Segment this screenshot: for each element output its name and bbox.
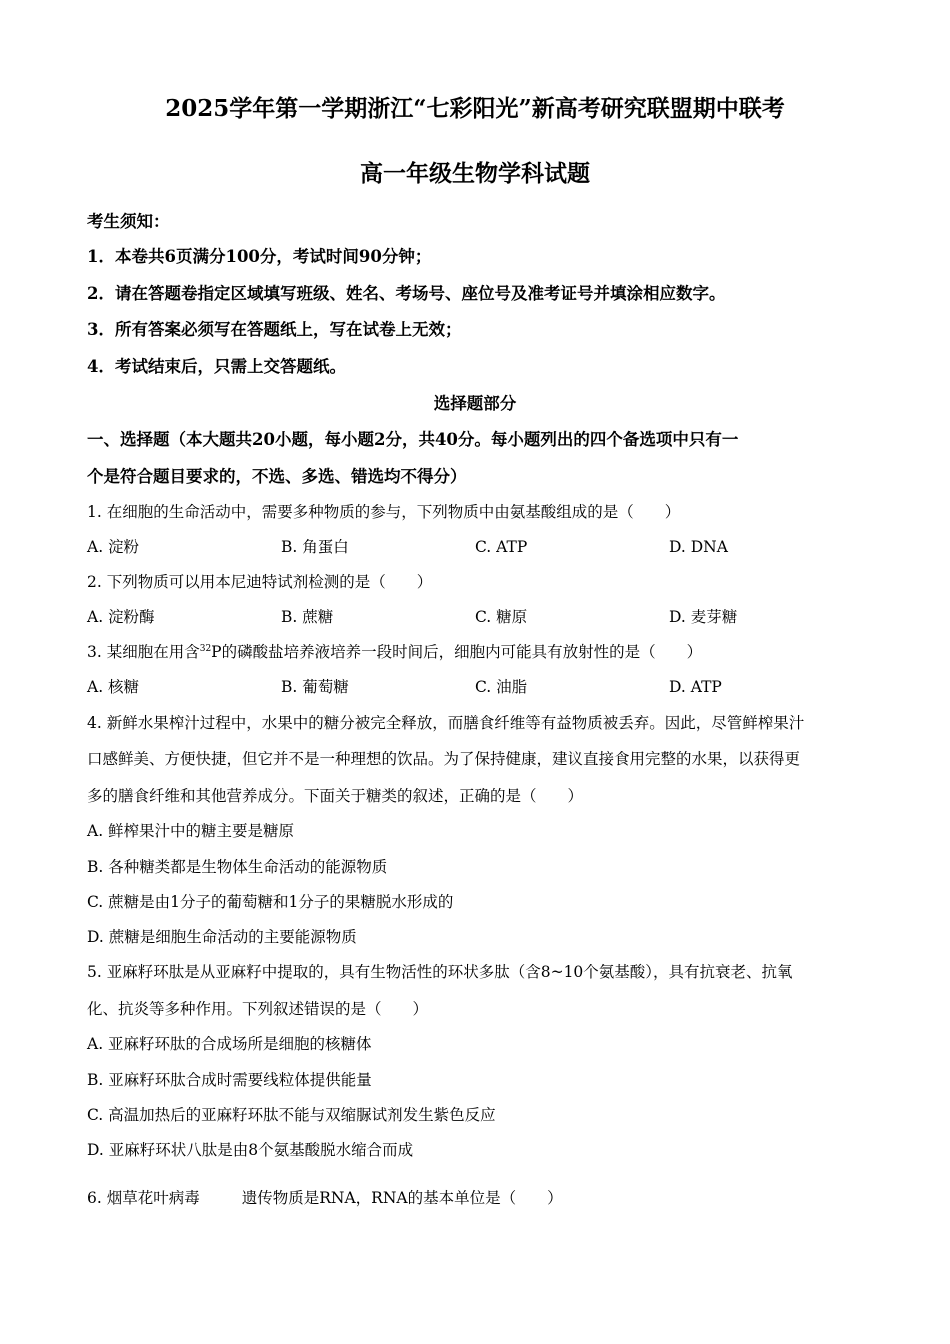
- notice-heading: 考生须知：: [87, 212, 170, 231]
- option-c: C. ATP: [475, 538, 528, 556]
- option-a: A. 鲜榨果汁中的糖主要是糖原: [87, 822, 295, 840]
- option-c: C. 蔗糖是由1分子的葡萄糖和1分子的果糖脱水形成的: [87, 893, 454, 911]
- option-d: D. DNA: [669, 538, 728, 556]
- option-b: B. 蔗糖: [281, 608, 334, 626]
- stem-suffix: P的磷酸盐培养液培养一段时间后，细胞内可能具有放射性的是（ ）: [211, 643, 703, 661]
- section-instructions: 一、选择题（本大题共20小题，每小题2分，共40分。每小题列出的四个备选项中只有一: [87, 430, 739, 449]
- stem-prefix: 3. 某细胞在用含: [87, 643, 200, 661]
- option-a: A. 核糖: [87, 678, 140, 696]
- option-c: C. 高温加热后的亚麻籽环肽不能与双缩脲试剂发生紫色反应: [87, 1106, 496, 1124]
- question-stem: 2. 下列物质可以用本尼迪特试剂检测的是（ ）: [87, 573, 433, 591]
- stem-part2: 遗传物质是RNA，RNA的基本单位是（ ）: [241, 1189, 563, 1207]
- question-stem: [87, 1188, 563, 1208]
- notice-item: 2．请在答题卷指定区域填写班级、姓名、考场号、座位号及准考证号并填涂相应数字。: [87, 284, 726, 303]
- question-stem: 多的膳食纤维和其他营养成分。下面关于糖类的叙述，正确的是（ ）: [87, 787, 584, 805]
- notice-item: 3．所有答案必须写在答题纸上，写在试卷上无效；: [87, 320, 462, 339]
- exam-subtitle: 高一年级生物学科试题: [360, 160, 590, 187]
- option-a: A. 亚麻籽环肽的合成场所是细胞的核糖体: [87, 1035, 372, 1053]
- option-b: B. 亚麻籽环肽合成时需要线粒体提供能量: [87, 1071, 372, 1089]
- question-stem: 5. 亚麻籽环肽是从亚麻籽中提取的，具有生物活性的环状多肽（含8~10个氨基酸），具有抗衰老、抗氧: [87, 963, 793, 981]
- option-d: D. ATP: [669, 678, 722, 696]
- stem-part1: 6. 烟草花叶病毒: [87, 1189, 200, 1207]
- exam-title: 2025学年第一学期浙江“七彩阳光”新高考研究联盟期中联考: [165, 95, 785, 122]
- option-b: B. 葡萄糖: [281, 678, 349, 696]
- option-a: A. 淀粉酶: [87, 608, 155, 626]
- option-c: C. 油脂: [475, 678, 528, 696]
- question-stem: 1. 在细胞的生命活动中，需要多种物质的参与，下列物质中由氨基酸组成的是（ ）: [87, 503, 681, 521]
- section-instructions: 个是符合题目要求的，不选、多选、错选均不得分）: [87, 467, 467, 486]
- option-d: D. 麦芽糖: [669, 608, 738, 626]
- option-a: A. 淀粉: [87, 538, 140, 556]
- question-stem: 口感鲜美、方便快捷，但它并不是一种理想的饮品。为了保持健康，建议直接食用完整的水果，以获得更: [87, 750, 801, 768]
- option-b: B. 角蛋白: [281, 538, 349, 556]
- notice-item: 4．考试结束后，只需上交答题纸。: [87, 357, 346, 376]
- option-d: D. 亚麻籽环状八肽是由8个氨基酸脱水缩合而成: [87, 1141, 414, 1159]
- section-name: 选择题部分: [433, 394, 517, 413]
- isotope-superscript: 32: [199, 643, 212, 654]
- question-stem: [87, 642, 702, 662]
- option-b: B. 各种糖类都是生物体生命活动的能源物质: [87, 858, 388, 876]
- question-stem: 4. 新鲜水果榨汁过程中，水果中的糖分被完全释放，而膳食纤维等有益物质被丢弃。因此，尽管鲜榨果汁: [87, 714, 805, 732]
- option-d: D. 蔗糖是细胞生命活动的主要能源物质: [87, 928, 357, 946]
- option-c: C. 糖原: [475, 608, 528, 626]
- question-stem: 化、抗炎等多种作用。下列叙述错误的是（ ）: [87, 1000, 429, 1018]
- notice-item: 1．本卷共6页满分100分，考试时间90分钟；: [87, 247, 432, 266]
